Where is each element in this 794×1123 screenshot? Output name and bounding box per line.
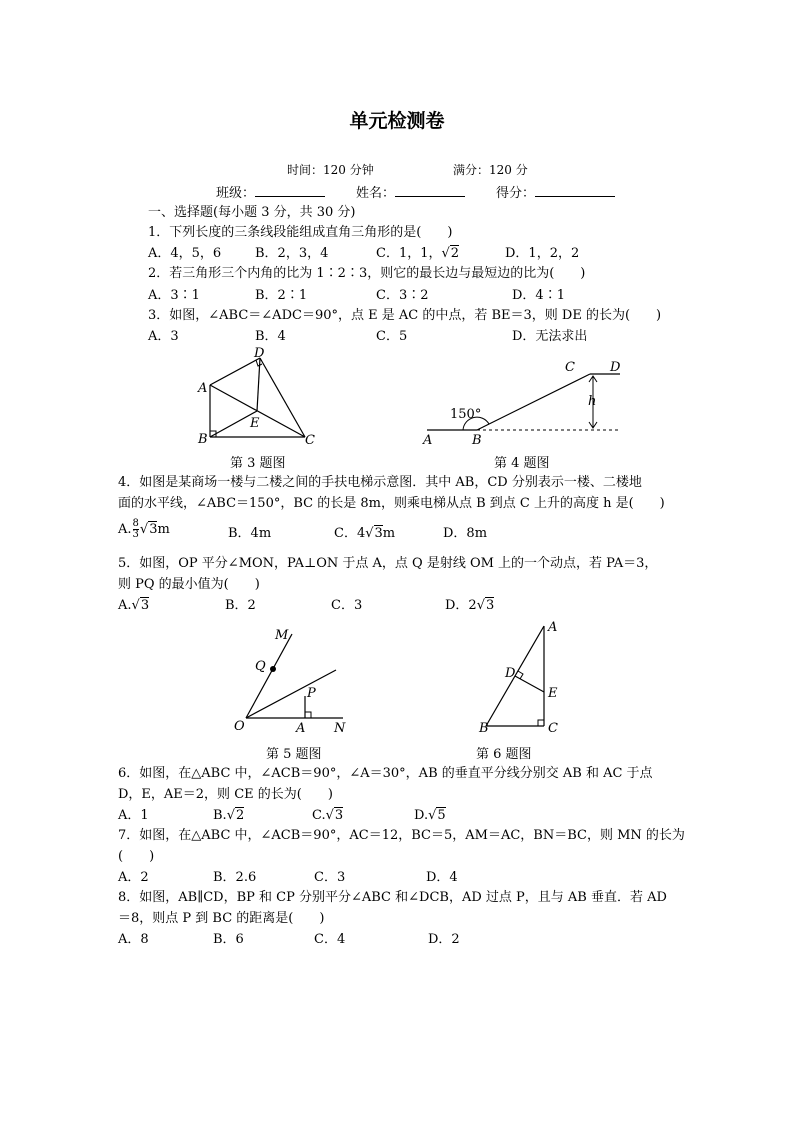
fig4-label-h: h — [588, 394, 597, 409]
q8-option-a: A．8 — [118, 932, 149, 947]
score-total-label: 满分：120 分 — [453, 163, 528, 177]
fig5-point-q — [270, 666, 276, 672]
q7-option-b: B．2.6 — [213, 870, 257, 885]
fig5-label-n: N — [334, 721, 346, 736]
q4-line1: 4．如图是某商场一楼与二楼之间的手扶电梯示意图．其中 AB，CD 分别表示一楼、二楼地 — [118, 475, 642, 490]
fig4-label-d: D — [610, 360, 621, 375]
q3-option-b: B．4 — [255, 329, 286, 344]
section-heading: 一、选择题(每小题 3 分，共 30 分) — [148, 205, 356, 220]
q8-option-d: D．2 — [428, 932, 460, 947]
name-field — [356, 184, 465, 202]
q8-option-c: C．4 — [314, 932, 346, 947]
q7-option-d: D．4 — [426, 870, 458, 885]
fig5-label-p: P — [307, 686, 316, 701]
q3-option-d: D．无法求出 — [512, 329, 588, 344]
fig3-label-d: D — [254, 346, 265, 361]
fig3-label-a: A — [198, 381, 208, 396]
q5-option-a: A.√3 — [118, 598, 150, 613]
page-title: 单元检测卷 — [349, 110, 445, 132]
q4-option-c: C．4√3m — [334, 526, 396, 541]
q2-option-b: B．2∶1 — [255, 288, 308, 303]
fig4-caption: 第 4 题图 — [494, 456, 550, 471]
fig5-label-m: M — [275, 628, 289, 643]
q5-option-c: C．3 — [331, 598, 363, 613]
class-label: 班级： — [216, 186, 256, 201]
q3-stem: 3．如图，∠ABC＝∠ADC＝90°，点 E 是 AC 的中点，若 BE＝3，则 DE 的长为( ) — [148, 308, 662, 323]
q4-option-a: A. $\frac{8}{3}$ √3m — [118, 518, 170, 540]
q2-option-c: C．3∶2 — [376, 288, 429, 303]
q2-option-a: A．3∶1 — [148, 288, 200, 303]
q6-option-c: C.√3 — [312, 808, 344, 823]
q3-option-c: C．5 — [376, 329, 408, 344]
q1-option-d: D．1，2，2 — [505, 246, 580, 261]
class-blank[interactable] — [255, 184, 325, 197]
figure-5 — [228, 622, 358, 738]
q1-option-a: A．4，5，6 — [148, 246, 222, 261]
fig6-caption: 第 6 题图 — [476, 747, 532, 762]
figure-3 — [190, 345, 330, 450]
q8-line2: ＝8，则点 P 到 BC 的距离是( ) — [118, 911, 325, 926]
q1-option-b: B．2，3，4 — [255, 246, 329, 261]
class-field — [216, 184, 325, 202]
q6-line1: 6．如图，在△ABC 中，∠ACB＝90°，∠A＝30°，AB 的垂直平分线分别交 AB 和 AC 于点 — [118, 766, 653, 781]
fig6-label-b: B — [479, 721, 489, 736]
q8-line1: 8．如图，AB∥CD，BP 和 CP 分别平分∠ABC 和∠DCB，AD 过点 P，且与 AB 垂直．若 AD — [118, 890, 667, 905]
name-label: 姓名： — [356, 186, 396, 201]
fig4-label-a: A — [423, 433, 433, 448]
fig6-label-a: A — [548, 620, 558, 635]
fig5-label-a: A — [296, 721, 306, 736]
q4-option-b: B．4m — [228, 526, 272, 541]
fig3-label-b: B — [198, 432, 208, 447]
fig3-caption: 第 3 题图 — [230, 456, 286, 471]
score-blank[interactable] — [535, 184, 615, 197]
q6-option-d: D.√5 — [414, 808, 446, 823]
q1-stem: 1．下列长度的三条线段能组成直角三角形的是( ) — [148, 225, 453, 240]
q1-option-c: C．1，1，√2 — [376, 246, 460, 261]
q6-line2: D，E，AE＝2，则 CE 的长为( ) — [118, 787, 333, 802]
fig4-label-c: C — [565, 360, 575, 375]
q3-option-a: A．3 — [148, 329, 179, 344]
time-label: 时间：120 分钟 — [287, 163, 374, 177]
fig6-label-e: E — [548, 686, 558, 701]
figure-6 — [474, 618, 574, 740]
fig5-caption: 第 5 题图 — [266, 747, 322, 762]
q6-option-b: B.√2 — [213, 808, 245, 823]
fig5-label-q: Q — [255, 659, 266, 674]
q7-option-a: A．2 — [118, 870, 149, 885]
q7-line1: 7．如图，在△ABC 中，∠ACB＝90°，AC＝12，BC＝5，AM＝AC，BN＝BC，则 MN 的长为 — [118, 828, 685, 843]
fig4-angle-label: 150° — [450, 407, 482, 422]
score-label: 得分： — [496, 186, 536, 201]
q5-line1: 5．如图，OP 平分∠MON，PA⊥ON 于点 A，点 Q 是射线 OM 上的一个动点，若 PA＝3， — [118, 556, 658, 571]
q2-option-d: D．4∶1 — [512, 288, 565, 303]
fig5-label-o: O — [234, 719, 245, 734]
fig6-label-c: C — [548, 721, 558, 736]
figure-4 — [415, 355, 635, 450]
fig3-label-e: E — [250, 416, 260, 431]
q5-option-b: B．2 — [225, 598, 256, 613]
fig6-label-d: D — [505, 666, 516, 681]
q4-option-d: D．8m — [443, 526, 488, 541]
q6-option-a: A．1 — [118, 808, 149, 823]
q7-option-c: C．3 — [314, 870, 346, 885]
q2-stem: 2．若三角形三个内角的比为 1∶2∶3，则它的最长边与最短边的比为( ) — [148, 266, 586, 281]
q5-option-d: D．2√3 — [445, 598, 495, 613]
name-blank[interactable] — [395, 184, 465, 197]
fig3-label-c: C — [305, 433, 315, 448]
score-field — [496, 184, 615, 202]
fig4-label-b: B — [472, 433, 482, 448]
q4-line2: 面的水平线，∠ABC＝150°，BC 的长是 8m，则乘电梯从点 B 到点 C 上升的高度 h 是( ) — [118, 496, 665, 511]
q8-option-b: B．6 — [213, 932, 244, 947]
q7-line2: ( ) — [118, 849, 155, 864]
q5-line2: 则 PQ 的最小值为( ) — [118, 577, 260, 592]
